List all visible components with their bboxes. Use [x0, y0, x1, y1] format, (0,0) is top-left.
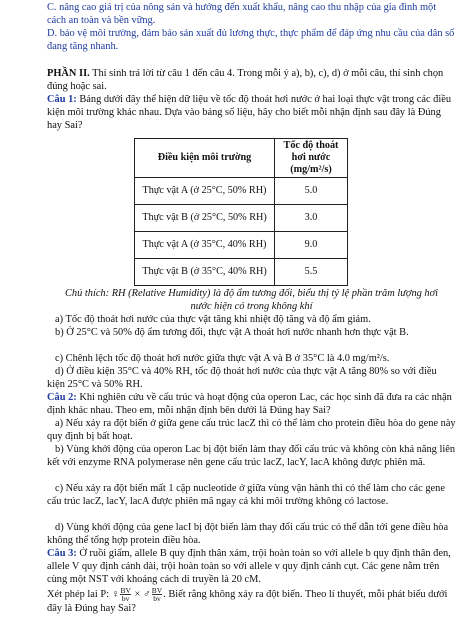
- transpiration-table: [134, 138, 348, 286]
- cross-suffix: . Biết rằng không xảy ra đột biến. Theo lí thuyết, mỗi phát biểu dưới đây là Đúng hay Sai?: [47, 588, 448, 614]
- table-cell-rate: 9.0: [275, 232, 348, 259]
- part2-heading: PHẦN II.: [47, 68, 90, 79]
- table-cell-condition: Thực vật A (ở 25°C, 50% RH): [135, 178, 275, 205]
- option-d: D. bảo vệ môi trường, đảm bảo sản xuất đủ lương thực, thực phẩm để đáp ứng nhu cầu của dân số đang tăng nhanh.: [47, 28, 455, 52]
- q1-label: Câu 1:: [47, 94, 77, 105]
- part2-block: [47, 68, 457, 94]
- q1-stem: [47, 94, 457, 132]
- cross-times: ×: [131, 588, 143, 600]
- q2-stem: [47, 392, 457, 418]
- q1-statement-a: a) Tốc độ thoát hơi nước của thực vật tăng khi nhiệt độ tăng và độ ẩm giảm.: [55, 314, 371, 325]
- option-c: C. nâng cao giá trị của nông sản và hướng đến xuất khẩu, nâng cao thu nhập của gia đình một cách an toàn và bền vững.: [47, 2, 437, 26]
- part2-instruction: Thí sinh trả lời từ câu 1 đến câu 4. Trong mỗi ý a), b), c), d) ở mỗi câu, thí sinh chọn đúng hoặc sai.: [47, 68, 444, 92]
- male-genotype: [152, 587, 162, 602]
- table-cell-condition: Thực vật A (ở 35°C, 40% RH): [135, 232, 275, 259]
- table-row: [135, 259, 348, 286]
- q2-statement-c: c) Nếu xảy ra đột biến mất 1 cặp nucleotide ở giữa vùng vận hành thì có thể làm cho các gene cấu trúc lacZ, lacY, lacA được phiên mã ngay cả khi môi trường không có lactose.: [47, 483, 445, 507]
- female-symbol: ♀: [111, 588, 120, 600]
- table-header-rate: Tốc độ thoát hơi nước (mg/m²/s): [275, 139, 348, 178]
- table-cell-condition: Thực vật B (ở 25°C, 50% RH): [135, 205, 275, 232]
- table-cell-rate: 3.0: [275, 205, 348, 232]
- q1-text: Bảng dưới đây thể hiện dữ liệu về tốc độ thoát hơi nước ở hai loại thực vật trong các điều kiện môi trường khác nhau. Dựa vào bảng số liệu, hãy cho biết mỗi nhận định sau đây là Đúng hay Sai?: [47, 94, 452, 131]
- q3-label: Câu 3:: [47, 548, 77, 559]
- q1-statement-c: c) Chênh lệch tốc độ thoát hơi nước giữa thực vật A và B ở 35°C là 4.0 mg/m²/s.: [55, 353, 390, 364]
- male-genotype-bottom: bv: [153, 594, 161, 603]
- q2-label: Câu 2:: [47, 392, 77, 403]
- male-genotype-top: BV: [151, 586, 163, 595]
- table-cell-rate: 5.5: [275, 259, 348, 286]
- table-note: Chú thích: RH (Relative Humidity) là độ ẩm tương đối, biểu thị tỷ lệ phần trăm lượng hơi nước hiện có trong không khí: [64, 288, 439, 312]
- female-genotype: [120, 587, 130, 602]
- female-genotype-top: BV: [120, 586, 131, 595]
- q3-text: Ở ruồi giấm, allele B quy định thân xám, trội hoàn toàn so với allele b quy định thân đen, allele V quy định cánh dài, trội hoàn toàn so với allele v quy định cánh cụt. Các gene nằm trên cùng một NST với khoảng cách di truyền là 20 cM.: [47, 548, 451, 585]
- table-row: [135, 205, 348, 232]
- table-header-row: [135, 139, 348, 178]
- q3-stem: [47, 548, 457, 586]
- q1-statement-d: d) Ở điều kiện 35°C và 40% RH, tốc độ thoát hơi nước của thực vật A tăng 80% so với điều kiện 25°C và 50% RH.: [47, 366, 437, 390]
- cross-prefix: Xét phép lai P:: [47, 588, 112, 600]
- q2-statement-b: b) Vùng khởi động của operon Lac bị đột biến làm thay đổi cấu trúc và không còn khả năng liên kết với enzyme RNA polymerase nên gene cấu trúc lacZ, lacY, lacA không được phiên mã.: [47, 444, 456, 468]
- table-cell-rate: 5.0: [275, 178, 348, 205]
- q1-statement-b: b) Ở 25°C và 50% độ ẩm tương đối, thực vật A thoát hơi nước nhanh hơn thực vật B.: [55, 327, 409, 338]
- table-row: [135, 178, 348, 205]
- q3-cross: [47, 587, 457, 616]
- table-row: [135, 232, 348, 259]
- q2-statement-d: d) Vùng khởi động của gene lacI bị đột biến làm thay đổi cấu trúc có thể dẫn tới gene điều hòa không thể tổng hợp protein điều hòa.: [47, 522, 449, 546]
- q2-text: Khi nghiên cứu về cấu trúc và hoạt động của operon Lac, các học sinh đã đưa ra các nhận định khác nhau. Theo em, mỗi nhận định bên dưới là Đúng hay Sai?: [47, 392, 452, 416]
- q2-statement-a: a) Nếu xảy ra đột biến ở giữa gene cấu trúc lacZ thì có thể làm cho protein điều hòa do gene này quy định bị bất hoạt.: [47, 418, 456, 442]
- table-header-condition: Điều kiện môi trường: [135, 139, 275, 178]
- male-symbol: ♂: [142, 588, 151, 600]
- female-genotype-bottom: bv: [121, 594, 130, 603]
- table-cell-condition: Thực vật B (ở 35°C, 40% RH): [135, 259, 275, 286]
